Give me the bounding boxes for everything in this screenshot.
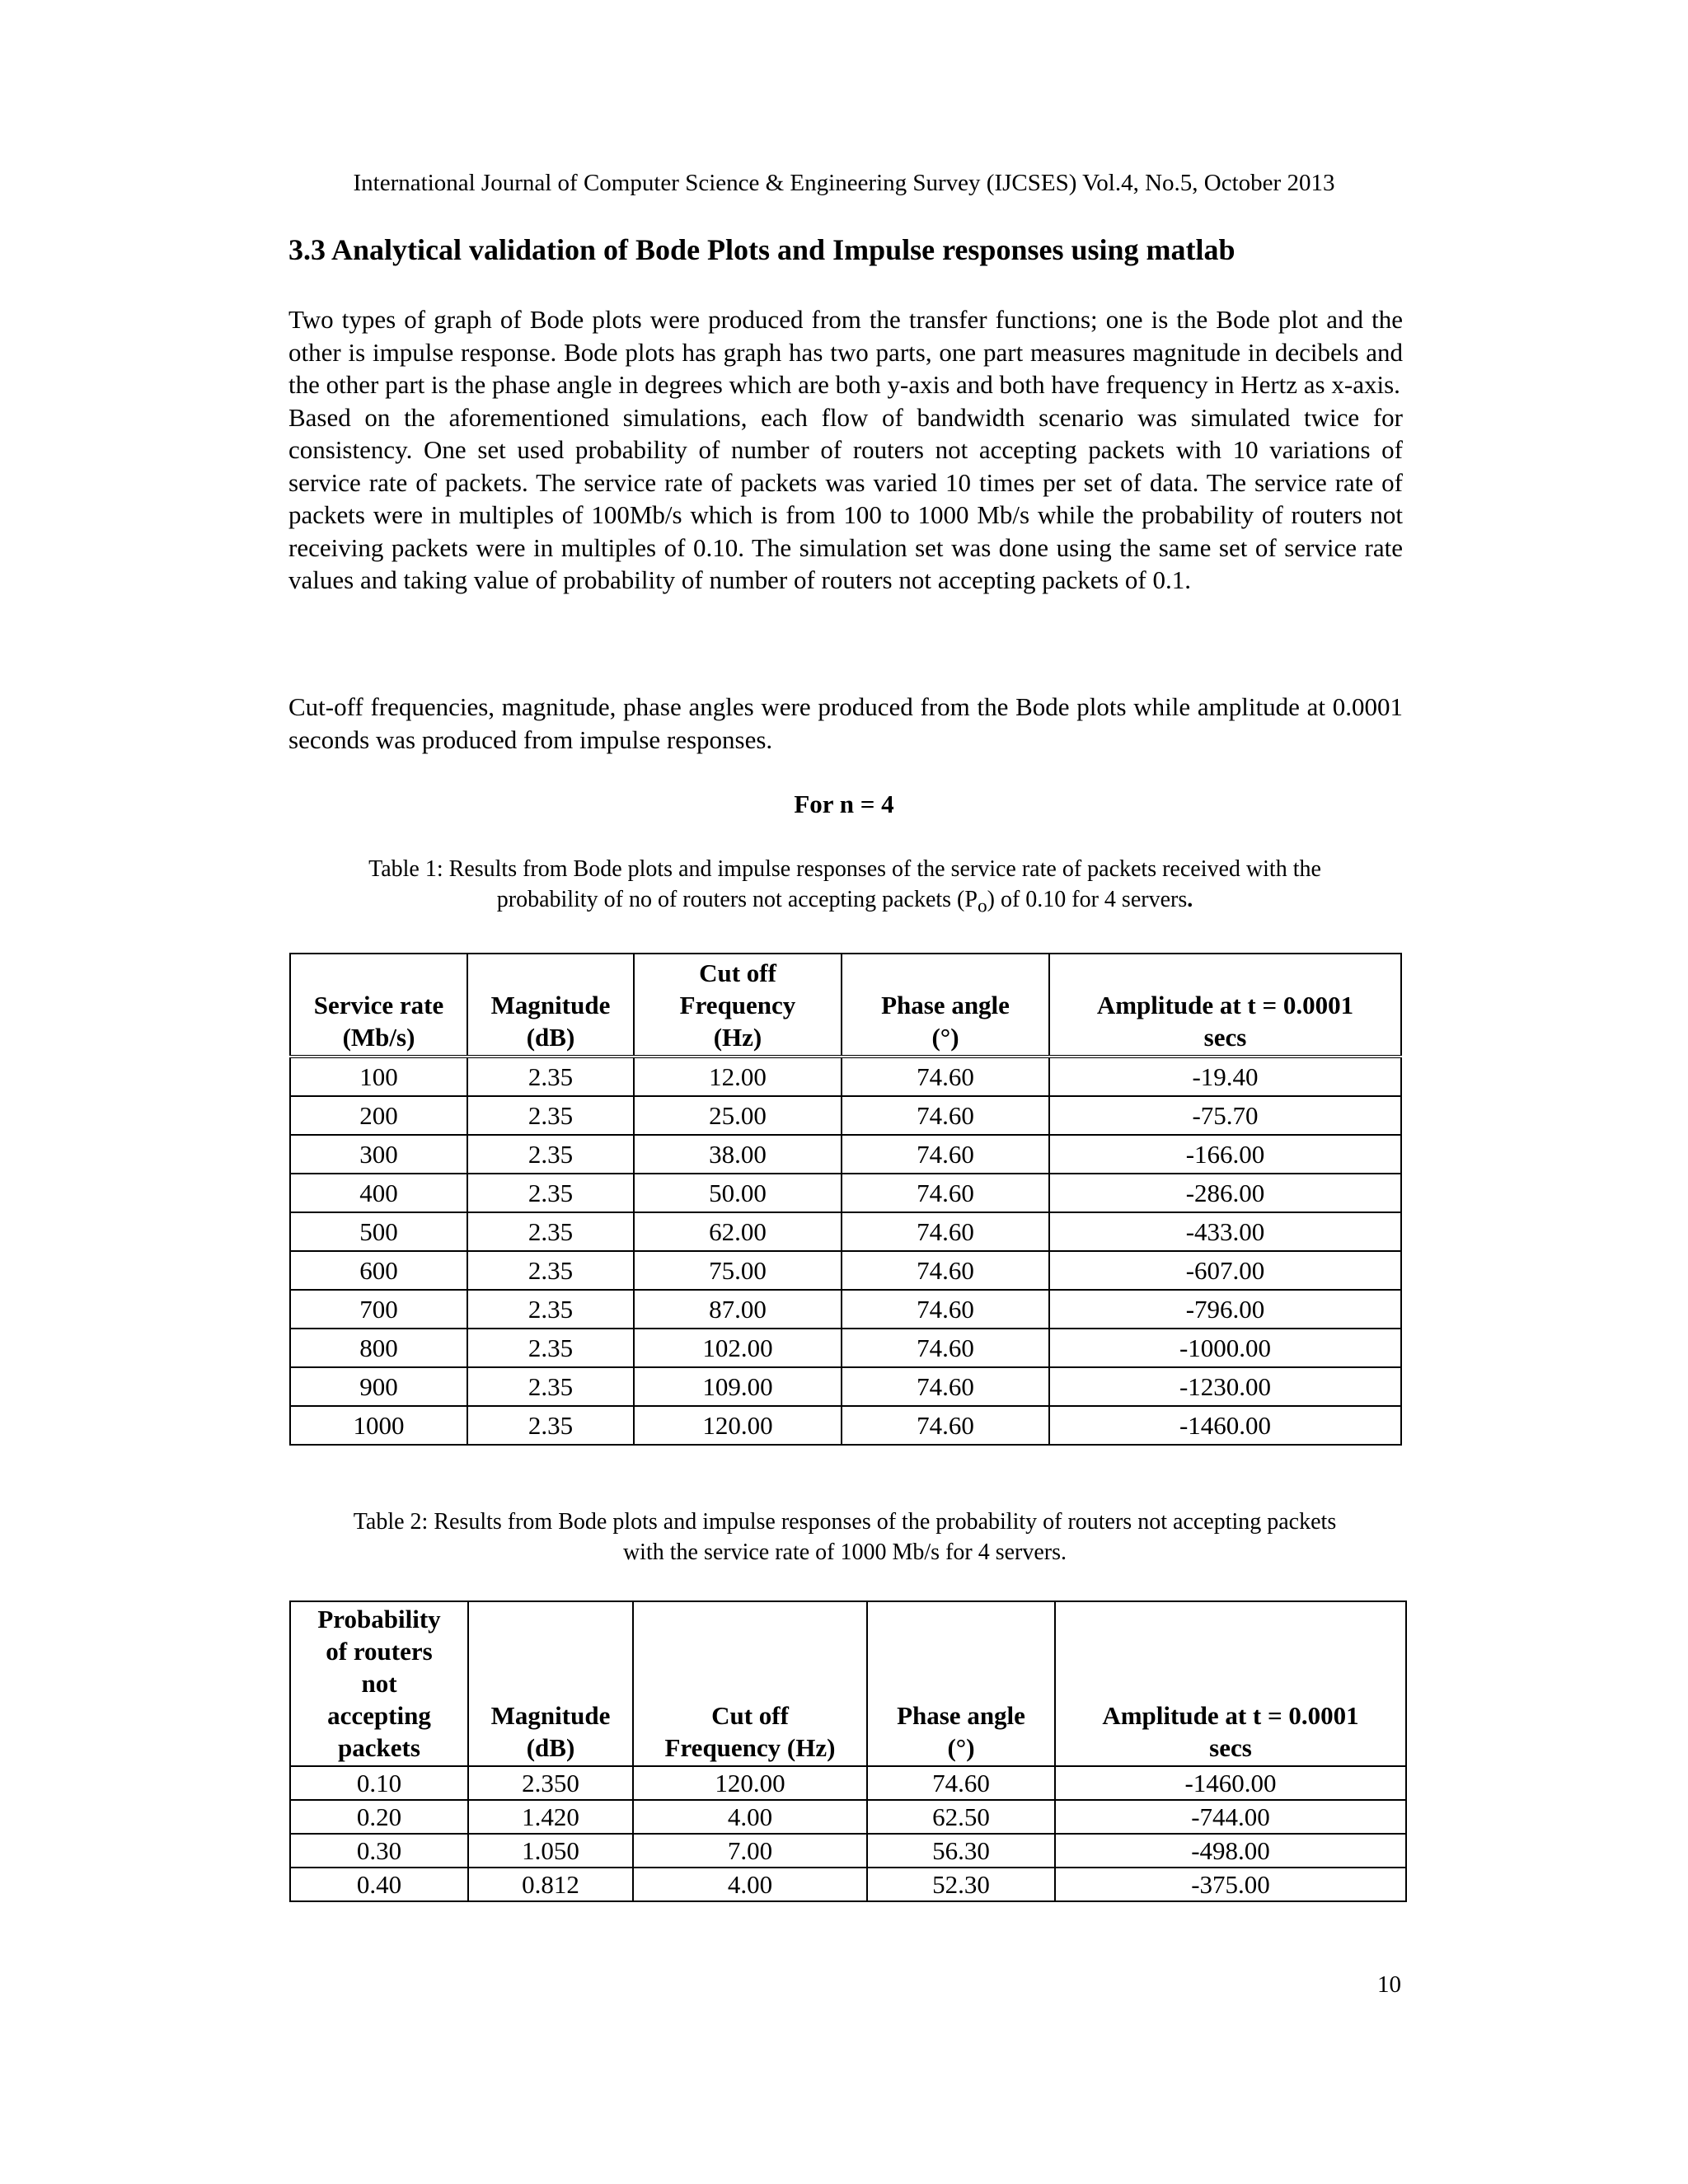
table-row: 0.40 0.812 4.00 52.30 -375.00: [290, 1868, 1406, 1901]
table-row: 200 2.35 25.00 74.60 -75.70: [290, 1096, 1401, 1135]
table2-header-row: [290, 1601, 1406, 1766]
journal-header: International Journal of Computer Science & Engineering Survey (IJCSES) Vol.4, No.5, October 2013: [353, 170, 1335, 196]
table1-header-row: [290, 954, 1401, 1057]
table2-header-phase-angle: Phase angle (°): [867, 1601, 1055, 1766]
table-row: 100 2.35 12.00 74.60 -19.40: [290, 1057, 1401, 1096]
table2: [289, 1601, 1407, 1902]
table-row: 400 2.35 50.00 74.60 -286.00: [290, 1174, 1401, 1212]
table-row: 500 2.35 62.00 74.60 -433.00: [290, 1212, 1401, 1251]
paragraph-3: Cut-off frequencies, magnitude, phase angles were produced from the Bode plots while amplitude at 0.0001 seconds was produced from impulse responses.: [288, 692, 1403, 754]
table2-header-probability: Probability of routers not accepting packets: [290, 1601, 468, 1766]
table1-header-magnitude: Magnitude (dB): [467, 954, 634, 1057]
table1-caption-subscript: o: [977, 895, 987, 917]
paragraph-2: Based on the aforementioned simulations, each flow of bandwidth scenario was simulated twice for consistency. One set used probability of number of routers not accepting packets with 10 variations of service rate of packets. The service rate of packets was varied 10 times per set of data. The service rate of packets were in multiples of 100Mb/s which is from 100 to 1000 Mb/s while the probability of routers not receiving packets were in multiples of 0.10. The simulation set was done using the same set of service rate values and taking value of probability of number of routers not accepting packets of 0.1.: [288, 402, 1403, 594]
table2-caption-line1: Table 2: Results from Bode plots and impulse responses of the probability of routers not accepting packets: [353, 1509, 1337, 1535]
table1-caption-line2-post: ) of 0.10 for 4 servers: [987, 887, 1188, 912]
table2-header-amplitude: Amplitude at t = 0.0001 secs: [1055, 1601, 1406, 1766]
table-row: 1000 2.35 120.00 74.60 -1460.00: [290, 1406, 1401, 1445]
table1-header-phase-angle: Phase angle (°): [842, 954, 1049, 1057]
table2-caption-line2: with the service rate of 1000 Mb/s for 4 servers.: [622, 1540, 1067, 1565]
table1-header-cutoff-frequency: Cut off Frequency (Hz): [634, 954, 842, 1057]
table2-caption: [280, 1507, 1409, 1568]
table-row: 0.30 1.050 7.00 56.30 -498.00: [290, 1834, 1406, 1868]
table1: [289, 953, 1402, 1446]
table-row: 600 2.35 75.00 74.60 -607.00: [290, 1251, 1401, 1290]
table-row: 700 2.35 87.00 74.60 -796.00: [290, 1290, 1401, 1329]
body-paragraphs: [288, 303, 1403, 597]
table-row: 800 2.35 102.00 74.60 -1000.00: [290, 1329, 1401, 1367]
section-heading: 3.3 Analytical validation of Bode Plots and Impulse responses using matlab: [288, 233, 1236, 266]
table1-caption-end: .: [1187, 887, 1193, 912]
table-row: 900 2.35 109.00 74.60 -1230.00: [290, 1367, 1401, 1406]
table2-header-cutoff-frequency: Cut off Frequency (Hz): [633, 1601, 867, 1766]
table1-header-amplitude: Amplitude at t = 0.0001 secs: [1049, 954, 1401, 1057]
table1-caption: [280, 854, 1409, 922]
table1-caption-line2-pre: probability of no of routers not accepting packets (P: [496, 887, 978, 912]
table1-header-service-rate: Service rate (Mb/s): [290, 954, 467, 1057]
page-number: 10: [1377, 1971, 1401, 1998]
table1-caption-line1: Table 1: Results from Bode plots and impulse responses of the service rate of packets received with the: [368, 856, 1321, 882]
table-row: 0.10 2.350 120.00 74.60 -1460.00: [290, 1766, 1406, 1800]
paragraph-1: Two types of graph of Bode plots were produced from the transfer functions; one is the Bode plot and the other is impulse response. Bode plots has graph has two parts, one part measures magnitude in decibels and the other part is the phase angle in degrees which are both y-axis and both have frequency in Hertz as x-axis.: [288, 305, 1403, 399]
table-row: 300 2.35 38.00 74.60 -166.00: [290, 1135, 1401, 1174]
table2-header-magnitude: Magnitude (dB): [468, 1601, 633, 1766]
table-row: 0.20 1.420 4.00 62.50 -744.00: [290, 1800, 1406, 1834]
subheading-n: For n = 4: [794, 790, 894, 818]
